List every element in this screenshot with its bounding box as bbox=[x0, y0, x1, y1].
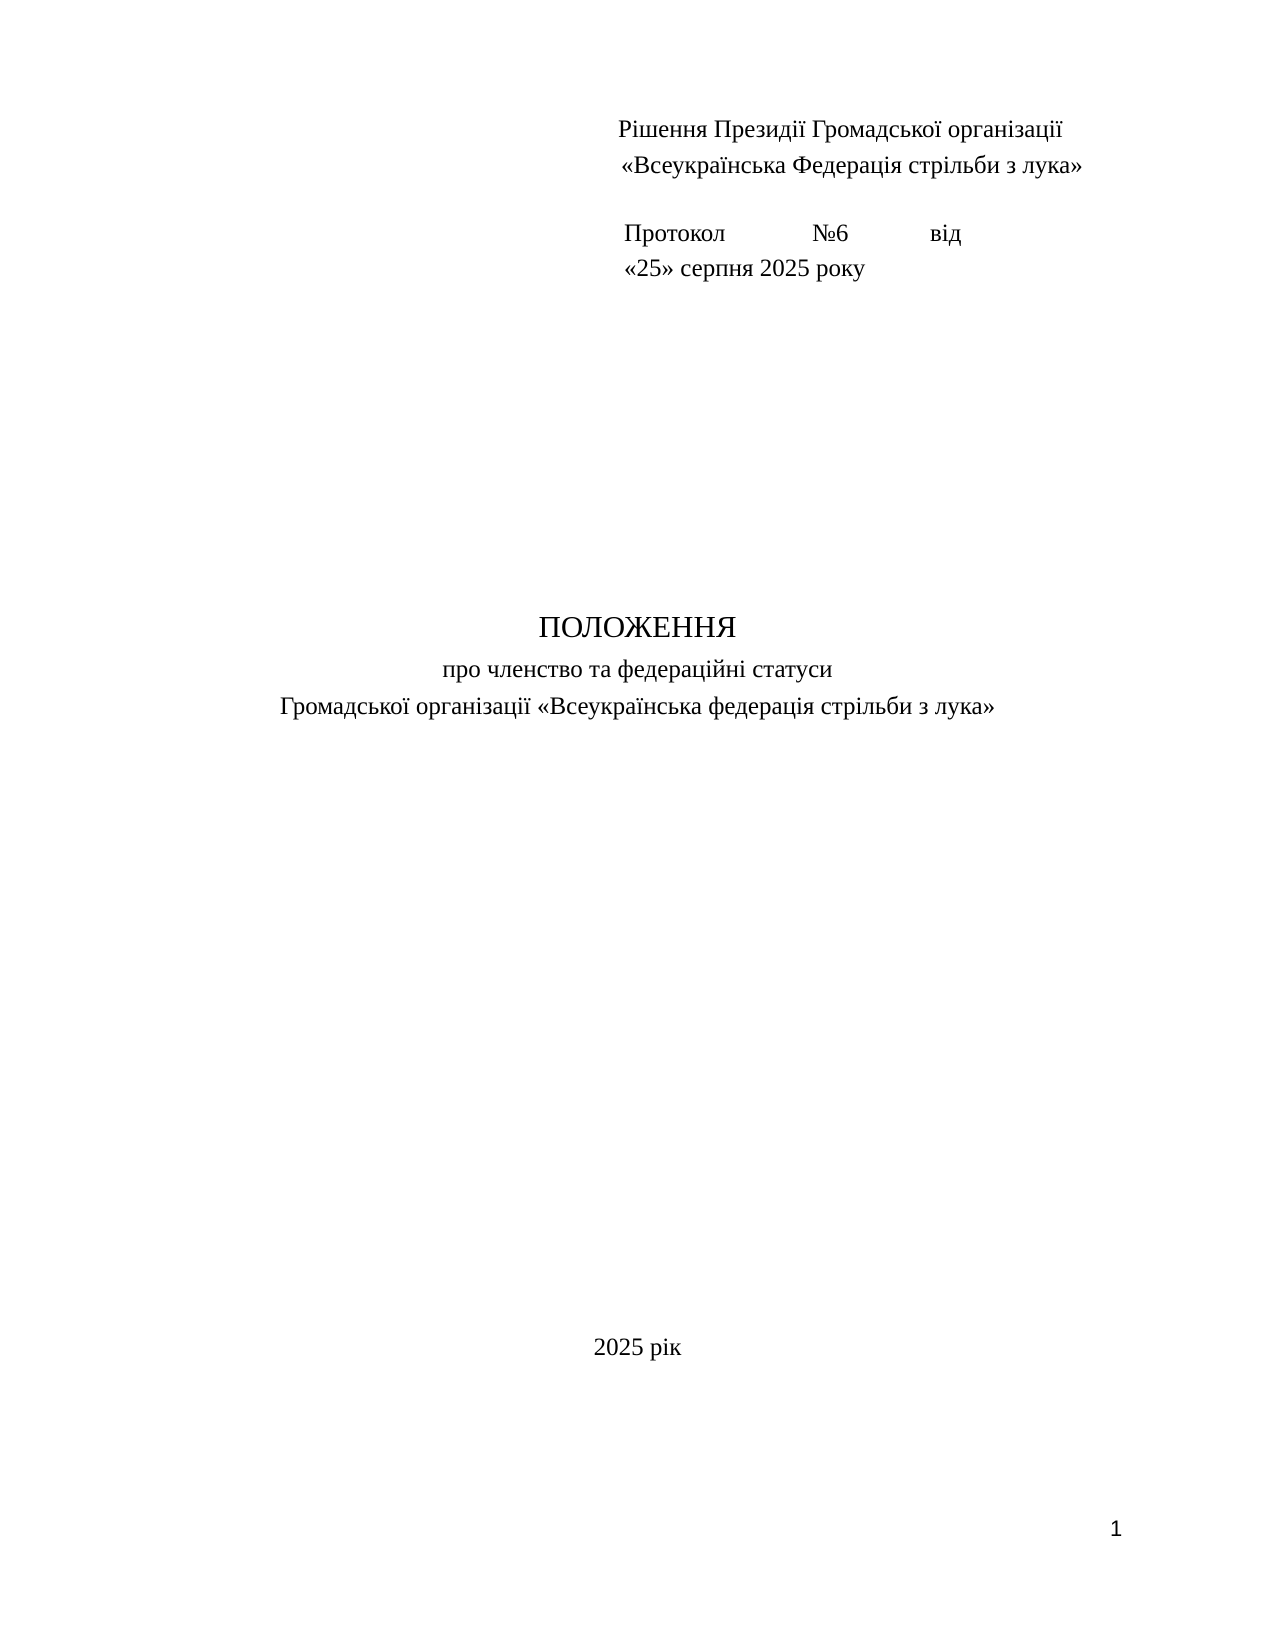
protocol-number: №6 bbox=[812, 220, 849, 247]
document-year: 2025 рік bbox=[593, 1334, 682, 1361]
document-subtitle-line2: Громадської організації «Всеукраїнська федерація стрільби з лука» bbox=[279, 693, 996, 720]
header-decision-line: Рішення Президії Громадської організації bbox=[618, 116, 1063, 143]
page-number: 1 bbox=[1110, 1516, 1123, 1541]
header-federation-line: «Всеукраїнська Федерація стрільби з лука» bbox=[621, 152, 1083, 179]
protocol-from: від bbox=[930, 220, 962, 247]
protocol-label: Протокол bbox=[624, 220, 726, 247]
protocol-date: «25» серпня 2025 року bbox=[624, 255, 866, 282]
protocol-row bbox=[624, 219, 972, 251]
document-title: ПОЛОЖЕННЯ bbox=[538, 609, 737, 644]
document-subtitle-line1: про членство та федераційні статуси bbox=[442, 656, 833, 683]
